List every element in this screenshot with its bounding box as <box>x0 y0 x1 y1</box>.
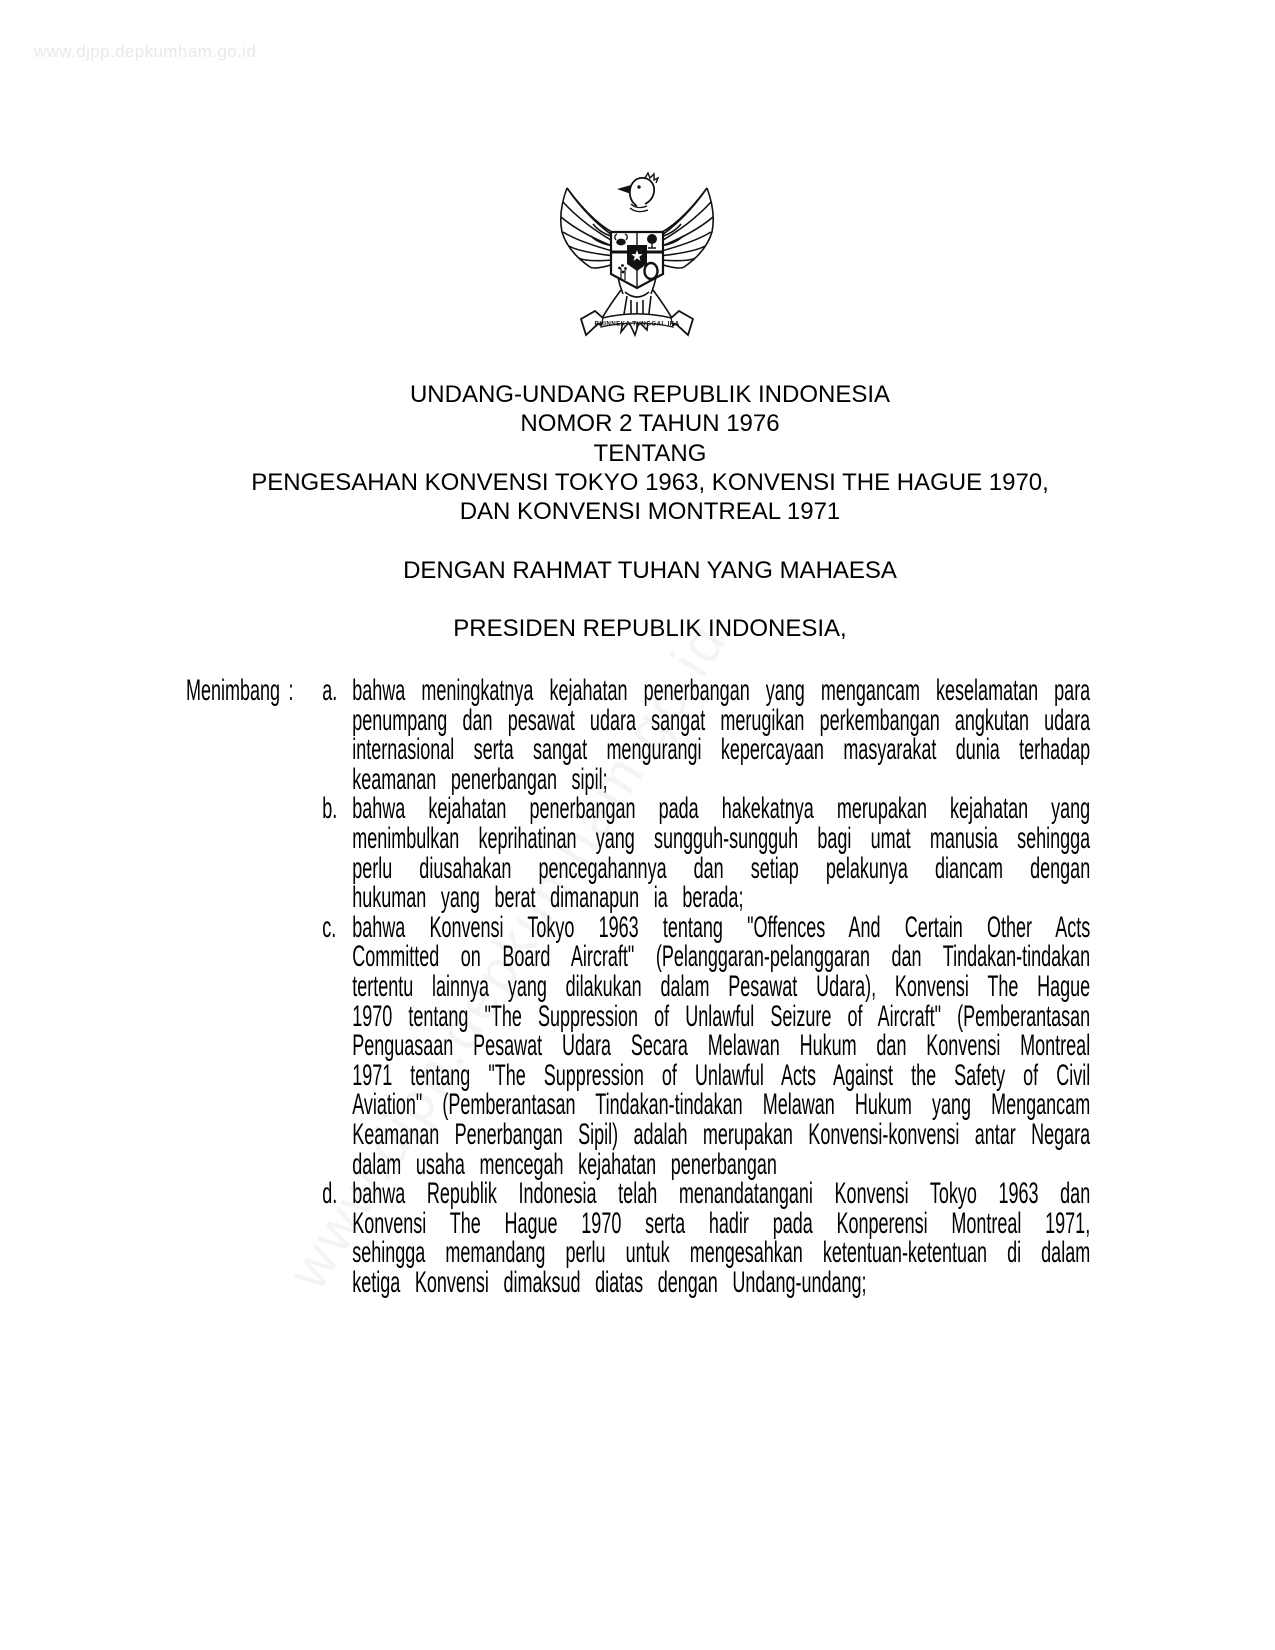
item-c-text: bahwa Konvensi Tokyo 1963 tentang "Offences And Certain Other Acts Committed on Board Aircraft" (Pelanggaran-pelanggaran dan Tindakan-tindakan tertentu lainnya yang dilakukan dalam Pesawat Udara), Konvensi The Hague 1970 tentang "The Suppression of Unlawful Seizure of Aircraft" (Pemberantasan Penguasaan Pesawat Udara Secara Melawan Hukum dan Konvensi Montreal 1971 tentang "The Suppression of Unlawful Acts Against the Safety of Civil Aviation" (Pemberantasan Tindakan-tindakan Melawan Hukum yang Mengancam Keamanan Penerbangan Sipil) adalah merupakan Konvensi-konvensi antar Negara dalam usaha mencegah kejahatan penerbangan <box>352 910 1091 1181</box>
garuda-pancasila-emblem <box>557 172 717 353</box>
item-a-text: bahwa meningkatnya kejahatan penerbangan yang mengancam keselamatan para penumpang dan pesawat udara sangat merugikan perkembangan angkutan udara internasional serta sangat mengurangi kepercayaan masyarakat dunia terhadap keamanan penerbangan sipil; <box>352 674 1091 796</box>
consideration-items <box>322 676 1090 1297</box>
invocation-line: DENGAN RAHMAT TUHAN YANG MAHAESA <box>403 557 897 584</box>
authority-line: PRESIDEN REPUBLIK INDONESIA, <box>453 615 847 642</box>
menimbang-colon: : <box>288 674 294 707</box>
item-d-label: d. <box>322 1177 338 1211</box>
title-line-5: DAN KONVENSI MONTREAL 1971 <box>459 498 841 526</box>
title-line-4: PENGESAHAN KONVENSI TOKYO 1963, KONVENSI THE HAGUE 1970, <box>251 468 1049 496</box>
motto-banner-icon <box>581 311 693 335</box>
item-c-label: c. <box>322 910 337 944</box>
corner-watermark: www.djpp.depkumham.go.id <box>34 42 257 61</box>
title-line-2: NOMOR 2 TAHUN 1976 <box>520 410 780 438</box>
consideration-item-c <box>322 910 1091 1181</box>
title-line-3: TENTANG <box>593 439 707 467</box>
menimbang-word: Menimbang <box>186 674 281 707</box>
consideration-item-b <box>322 792 1091 915</box>
item-b-text: bahwa kejahatan penerbangan pada hakekatnya merupakan kejahatan yang menimbulkan keprihatinan yang sungguh-sungguh bagi umat manusia sehingga perlu diusahakan pencegahannya dan setiap pelakunya diancam dengan hukuman yang berat dimanapun ia berada; <box>352 792 1091 915</box>
item-d-text: bahwa Republik Indonesia telah menandatangani Konvensi Tokyo 1963 dan Konvensi The Hague 1970 serta hadir pada Konperensi Montreal 1971, sehingga memandang perlu untuk mengesahkan ketentuan-ketentuan di dalam ketiga Konvensi dimaksud diatas dengan Undang-undang; <box>352 1177 1091 1299</box>
garuda-head-icon <box>617 173 658 212</box>
considerations-section <box>186 676 1090 1297</box>
item-b-label: b. <box>322 792 338 826</box>
menimbang-label <box>186 676 322 706</box>
consideration-item-a <box>322 676 1090 794</box>
title-line-1: UNDANG-UNDANG REPUBLIK INDONESIA <box>409 381 891 408</box>
item-a-label: a. <box>322 674 338 707</box>
consideration-item-d <box>322 1179 1090 1297</box>
title-block <box>0 380 1275 526</box>
motto-banner-text: BHINNEKA TUNGGAL IKA <box>594 320 680 328</box>
